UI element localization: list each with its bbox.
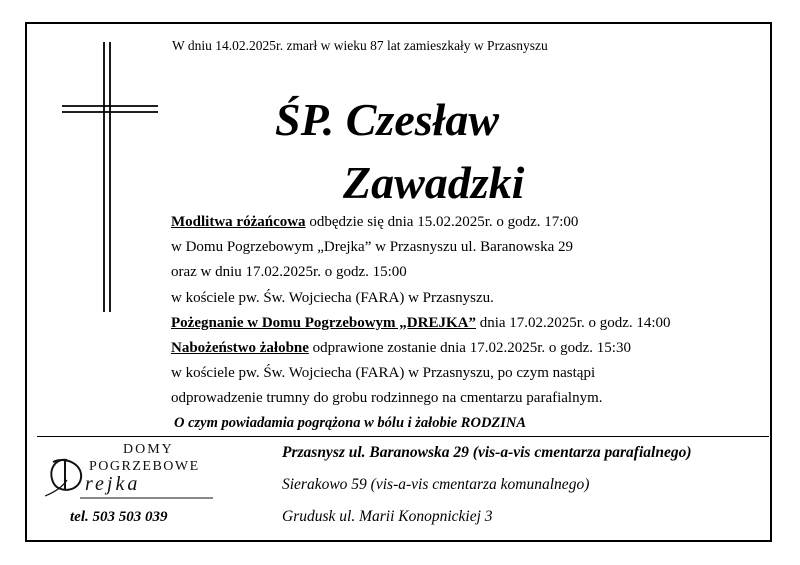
ceremony-line: w Domu Pogrzebowym „Drejka” w Przasnyszu ul. Baranowska 29 <box>171 239 573 256</box>
farewell-details: dnia 17.02.2025r. o godz. 14:00 <box>475 314 671 331</box>
intro-text: W dniu 14.02.2025r. zmarł w wieku 87 lat zamieszkały w Przasnyszu <box>172 38 548 53</box>
address-przasnysz: Przasnysz ul. Baranowska 29 (vis-a-vis cmentarza parafialnego) <box>282 444 692 461</box>
cross-icon <box>0 0 200 320</box>
family-closing: O czym powiadamia pogrążona w bólu i żałobie RODZINA <box>174 415 527 431</box>
logo-d-monogram <box>51 460 81 490</box>
ceremony-details <box>171 210 671 412</box>
drejka-logo <box>45 440 225 502</box>
footer-divider <box>37 436 769 437</box>
ceremony-line <box>171 311 671 336</box>
ceremony-line <box>171 210 671 235</box>
rosary-details: odbędzie się dnia 15.02.2025r. o godz. 17:00 <box>305 214 579 230</box>
address-sierakowo: Sierakowo 59 (vis-a-vis cmentarza komunalnego) <box>282 476 590 493</box>
logo-line2: POGRZEBOWE <box>89 459 200 474</box>
address-grudusk: Grudusk ul. Marii Konopnickiej 3 <box>282 508 493 525</box>
mass-details: odprawione zostanie dnia 17.02.2025r. o godz. 15:30 <box>308 339 631 356</box>
deceased-name-first: ŚP. Czesław <box>275 94 500 145</box>
logo-name: rejka <box>85 473 141 495</box>
ceremony-line: w kościele pw. Św. Wojciecha (FARA) w Przasnyszu, po czym nastąpi <box>171 365 596 382</box>
logo-line1: DOMY <box>123 442 174 457</box>
rosary-label: Modlitwa różańcowa <box>171 214 306 230</box>
ceremony-line <box>171 336 671 361</box>
ceremony-line: w kościele pw. Św. Wojciecha (FARA) w Przasnyszu. <box>171 289 494 306</box>
mass-label: Nabożeństwo żałobne <box>171 339 309 356</box>
ceremony-line: oraz w dniu 17.02.2025r. o godz. 15:00 <box>171 264 407 281</box>
ceremony-line: odprowadzenie trumny do grobu rodzinnego na cmentarzu parafialnym. <box>171 390 603 407</box>
deceased-name-last: Zawadzki <box>343 157 525 208</box>
farewell-label: Pożegnanie w Domu Pogrzebowym „DREJKA” <box>171 314 476 331</box>
phone-number: tel. 503 503 039 <box>70 509 168 525</box>
